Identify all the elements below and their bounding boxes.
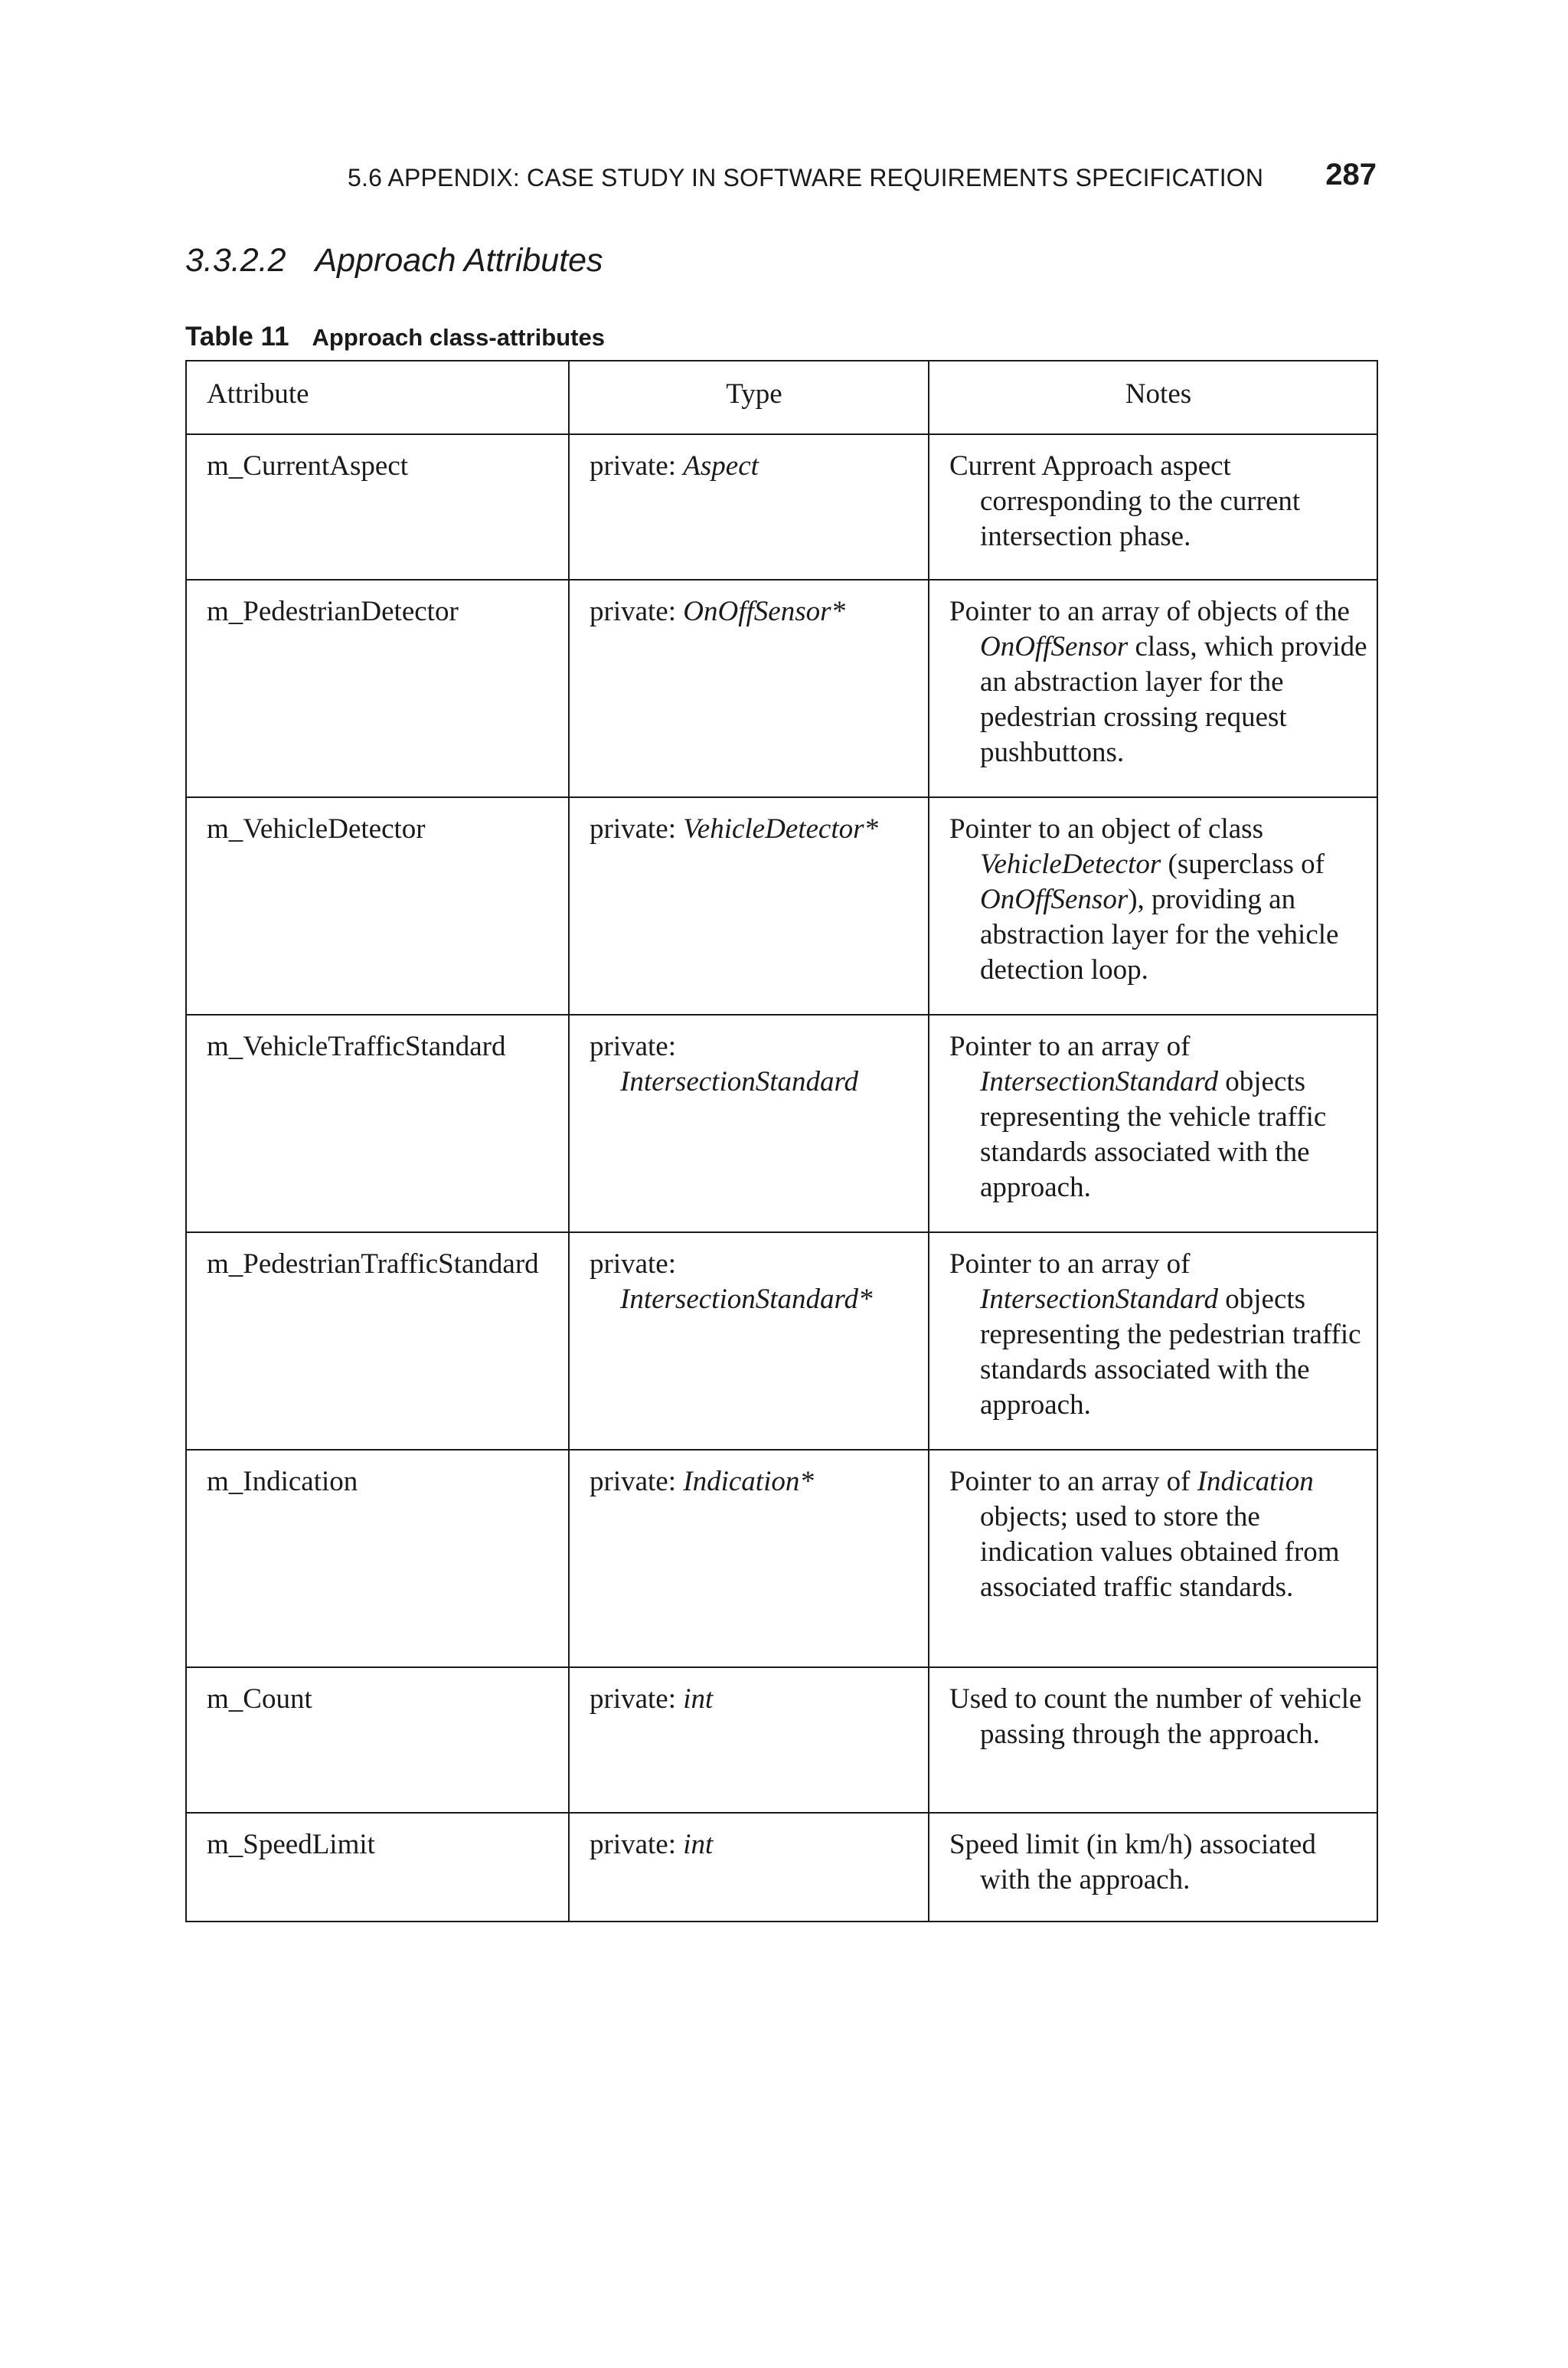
notes-cell bbox=[929, 797, 1377, 1015]
notes-segment: Used to count the number of vehicle passing through the approach. bbox=[949, 1683, 1362, 1750]
attributes-table bbox=[185, 360, 1378, 1922]
type-text bbox=[590, 1827, 919, 1863]
type-prefix: private: bbox=[590, 1031, 677, 1062]
notes-segment: objects; used to store the indication values obtained from associated traffic standards. bbox=[980, 1501, 1340, 1603]
notes-text bbox=[949, 1247, 1367, 1423]
attribute-cell: m_SpeedLimit bbox=[186, 1813, 569, 1922]
type-name: IntersectionStandard bbox=[620, 1066, 859, 1097]
table-header-row bbox=[186, 361, 1377, 434]
table-caption bbox=[185, 322, 605, 352]
type-cell bbox=[569, 434, 929, 580]
type-text bbox=[590, 1464, 919, 1500]
notes-segment: (superclass of bbox=[1161, 849, 1325, 880]
column-header-attribute: Attribute bbox=[186, 361, 569, 434]
table-row bbox=[186, 1232, 1377, 1450]
notes-cell bbox=[929, 1450, 1377, 1667]
notes-segment: Pointer to an array of bbox=[949, 1466, 1197, 1497]
column-header-notes: Notes bbox=[929, 361, 1377, 434]
table-row bbox=[186, 1813, 1377, 1922]
type-prefix: private: bbox=[590, 596, 684, 627]
type-prefix: private: bbox=[590, 813, 684, 845]
attribute-cell: m_Indication bbox=[186, 1450, 569, 1667]
type-cell bbox=[569, 1450, 929, 1667]
attribute-cell: m_PedestrianTrafficStandard bbox=[186, 1232, 569, 1450]
notes-segment: objects representing the pedestrian traffic standards associated with the approach. bbox=[980, 1284, 1361, 1421]
notes-segment: Indication bbox=[1197, 1466, 1314, 1497]
type-name: Aspect bbox=[683, 450, 759, 482]
table-title: Approach class-attributes bbox=[312, 324, 605, 351]
notes-segment: class, which provide an abstraction layer for the pedestrian crossing request pushbuttons. bbox=[980, 631, 1367, 768]
type-prefix: private: bbox=[590, 450, 684, 482]
notes-segment: objects representing the vehicle traffic standards associated with the approach. bbox=[980, 1066, 1327, 1203]
table-row bbox=[186, 434, 1377, 580]
type-text bbox=[590, 594, 919, 630]
type-name: Indication* bbox=[683, 1466, 814, 1497]
type-name: VehicleDetector* bbox=[683, 813, 879, 845]
notes-segment: IntersectionStandard bbox=[980, 1284, 1219, 1315]
table-body bbox=[186, 434, 1377, 1922]
notes-segment: Pointer to an array of bbox=[949, 1248, 1191, 1280]
attribute-cell: m_VehicleDetector bbox=[186, 797, 569, 1015]
type-name: OnOffSensor* bbox=[683, 596, 845, 627]
notes-text bbox=[949, 1029, 1367, 1205]
type-cell bbox=[569, 797, 929, 1015]
table-row bbox=[186, 580, 1377, 797]
notes-text bbox=[949, 594, 1367, 770]
notes-segment: Pointer to an array of objects of the bbox=[949, 596, 1350, 627]
notes-text bbox=[949, 449, 1367, 554]
type-prefix: private: bbox=[590, 1829, 684, 1860]
notes-cell bbox=[929, 580, 1377, 797]
notes-segment: IntersectionStandard bbox=[980, 1066, 1219, 1097]
attribute-cell: m_Count bbox=[186, 1667, 569, 1813]
notes-segment: ), providing an abstraction layer for the vehicle detection loop. bbox=[980, 884, 1339, 986]
notes-segment: OnOffSensor bbox=[980, 884, 1129, 915]
notes-segment: Current Approach aspect corresponding to the current intersection phase. bbox=[949, 450, 1301, 552]
type-cell bbox=[569, 1232, 929, 1450]
notes-cell bbox=[929, 434, 1377, 580]
column-header-type: Type bbox=[569, 361, 929, 434]
type-text bbox=[590, 1682, 919, 1717]
notes-text bbox=[949, 1827, 1367, 1898]
type-name: int bbox=[683, 1683, 714, 1715]
table-row bbox=[186, 797, 1377, 1015]
type-prefix: private: bbox=[590, 1248, 677, 1280]
type-text bbox=[590, 1247, 919, 1317]
type-cell bbox=[569, 1015, 929, 1232]
notes-text bbox=[949, 1682, 1367, 1752]
type-name: int bbox=[683, 1829, 714, 1860]
notes-text bbox=[949, 1464, 1367, 1605]
notes-segment: VehicleDetector bbox=[980, 849, 1161, 880]
notes-cell bbox=[929, 1667, 1377, 1813]
notes-cell bbox=[929, 1232, 1377, 1450]
table-row bbox=[186, 1667, 1377, 1813]
type-text bbox=[590, 812, 919, 847]
type-cell bbox=[569, 1813, 929, 1922]
section-heading bbox=[185, 242, 603, 280]
type-prefix: private: bbox=[590, 1683, 684, 1715]
type-cell bbox=[569, 1667, 929, 1813]
table-label: Table 11 bbox=[185, 322, 289, 352]
attribute-cell: m_VehicleTrafficStandard bbox=[186, 1015, 569, 1232]
notes-cell bbox=[929, 1015, 1377, 1232]
notes-segment: OnOffSensor bbox=[980, 631, 1129, 662]
type-prefix: private: bbox=[590, 1466, 684, 1497]
attribute-cell: m_PedestrianDetector bbox=[186, 580, 569, 797]
page-number: 287 bbox=[1325, 158, 1377, 191]
notes-segment: Speed limit (in km/h) associated with the approach. bbox=[949, 1829, 1316, 1895]
attribute-cell: m_CurrentAspect bbox=[186, 434, 569, 580]
running-head: 5.6 APPENDIX: CASE STUDY IN SOFTWARE REQUIREMENTS SPECIFICATION bbox=[348, 164, 1264, 191]
type-text bbox=[590, 449, 919, 484]
type-name: IntersectionStandard* bbox=[620, 1284, 873, 1315]
section-number: 3.3.2.2 bbox=[185, 242, 286, 279]
notes-segment: Pointer to an array of bbox=[949, 1031, 1191, 1062]
type-text bbox=[590, 1029, 919, 1100]
type-cell bbox=[569, 580, 929, 797]
table-row bbox=[186, 1450, 1377, 1667]
table-row bbox=[186, 1015, 1377, 1232]
notes-segment: Pointer to an object of class bbox=[949, 813, 1263, 845]
notes-text bbox=[949, 812, 1367, 988]
notes-cell bbox=[929, 1813, 1377, 1922]
section-title: Approach Attributes bbox=[315, 242, 603, 279]
